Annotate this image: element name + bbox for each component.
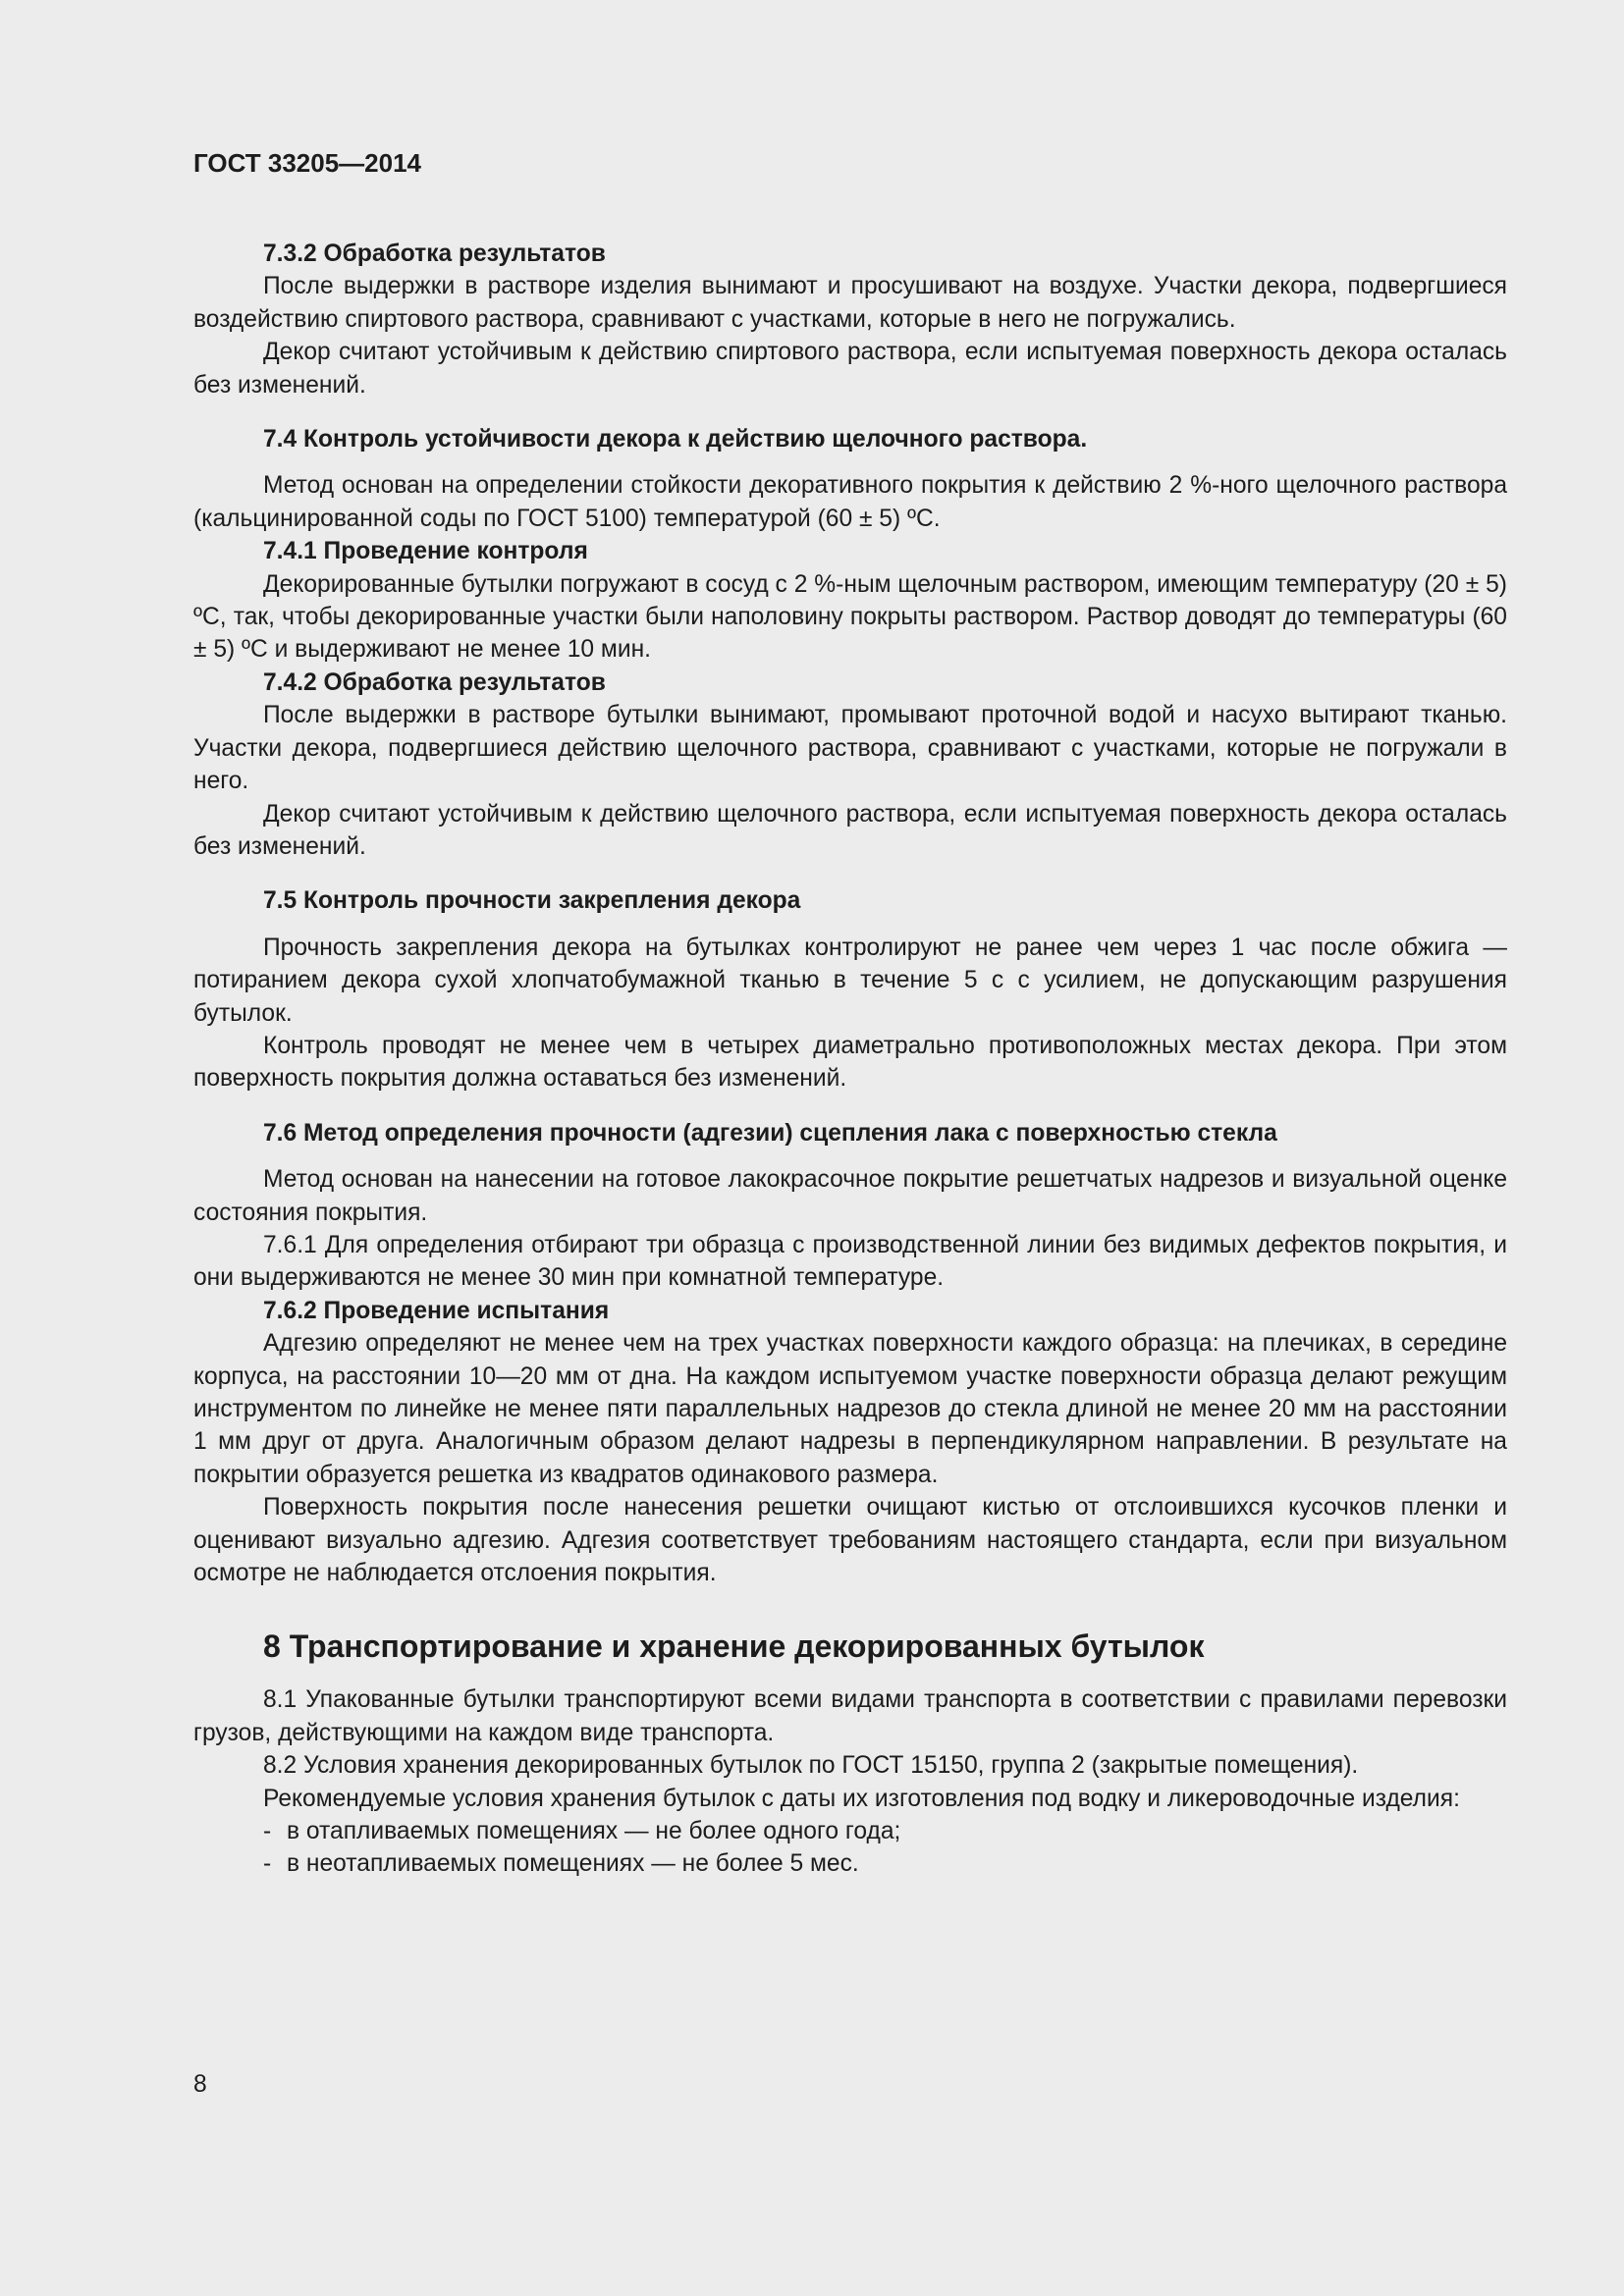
paragraph: Декорированные бутылки погружают в сосуд с 2 %-ным щелочным раствором, имеющим температуру (20 ± 5) ºС, так, чтобы декорированные участки были наполовину покрыты раствором. Раствор доводят до температуры (60 ± 5) ºС и выдерживают не менее 10 мин. xyxy=(193,570,1507,664)
list-item-text: в отапливаемых помещениях — не более одного года; xyxy=(287,1818,901,1845)
list-item xyxy=(193,1815,1507,1847)
storage-conditions-list xyxy=(193,1815,1507,1881)
paragraph: Декор считают устойчивым к действию щелочного раствора, если испытуемая поверхность декора осталась без изменений. xyxy=(193,800,1507,860)
paragraph: После выдержки в растворе изделия вынимают и просушивают на воздухе. Участки декора, подвергшиеся воздействию спиртового раствора, сравнивают с участками, которые в него не погружались. xyxy=(193,273,1507,333)
heading-7-4-1: 7.4.1 Проведение контроля xyxy=(263,538,588,565)
page-number: 8 xyxy=(193,2071,207,2098)
heading-7-3-2: 7.3.2 Обработка результатов xyxy=(263,240,606,267)
heading-7-4-2: 7.4.2 Обработка результатов xyxy=(263,668,606,696)
list-item-text: в неотапливаемых помещениях — не более 5 мес. xyxy=(287,1850,859,1878)
paragraph: После выдержки в растворе бутылки вынимают, промывают проточной водой и насухо вытирают тканью. Участки декора, подвергшиеся действию щелочного раствора, сравнивают с участками, которые не погружали в него. xyxy=(193,702,1507,795)
paragraph: Адгезию определяют не менее чем на трех участках поверхности каждого образца: на плечиках, в середине корпуса, на расстоянии 10—20 мм от дна. На каждом испытуемом участке поверхности образца делают режущим инструментом по линейке не менее пяти параллельных надрезов до стекла длиной не менее 20 мм на расстоянии 1 мм друг от друга. Аналогичным образом делают надрезы в перпендикулярном направлении. В результате на покрытии образуется решетка из квадратов одинакового размера. xyxy=(193,1330,1507,1488)
list-marker: - xyxy=(263,1850,272,1878)
paragraph: Поверхность покрытия после нанесения решетки очищают кистью от отслоившихся кусочков пленки и оценивают визуально адгезию. Адгезия соответствует требованиям настоящего стандарта, если при визуальном осмотре не наблюдается отслоения покрытия. xyxy=(193,1494,1507,1587)
page-content xyxy=(193,147,1507,1881)
heading-section-8: 8 Транспортирование и хранение декорированных бутылок xyxy=(263,1629,1205,1665)
list-item xyxy=(193,1847,1507,1880)
paragraph: Метод основан на определении стойкости декоративного покрытия к действию 2 %-ного щелочного раствора (кальцинированной соды по ГОСТ 5100) температурой (60 ± 5) ºС. xyxy=(193,472,1507,532)
paragraph: 7.6.1 Для определения отбирают три образца с производственной линии без видимых дефектов покрытия, и они выдерживаются не менее 30 мин при комнатной температуре. xyxy=(193,1231,1507,1292)
paragraph: Рекомендуемые условия хранения бутылок с даты их изготовления под водку и ликероводочные изделия: xyxy=(263,1785,1460,1812)
heading-7-5: 7.5 Контроль прочности закрепления декора xyxy=(263,887,801,915)
heading-7-6: 7.6 Метод определения прочности (адгезии) сцепления лака с поверхностью стекла xyxy=(263,1119,1277,1147)
paragraph: Декор считают устойчивым к действию спиртового раствора, если испытуемая поверхность декора осталась без изменений. xyxy=(193,339,1507,399)
paragraph: 8.1 Упакованные бутылки транспортируют всеми видами транспорта в соответствии с правилами перевозки грузов, действующими на каждом виде транспорта. xyxy=(193,1686,1507,1746)
paragraph: Контроль проводят не менее чем в четырех диаметрально противоположных местах декора. При этом поверхность покрытия должна оставаться без изменений. xyxy=(193,1032,1507,1093)
paragraph: 8.2 Условия хранения декорированных бутылок по ГОСТ 15150, группа 2 (закрытые помещения). xyxy=(263,1752,1359,1780)
heading-7-6-2: 7.6.2 Проведение испытания xyxy=(263,1297,610,1324)
paragraph: Метод основан на нанесении на готовое лакокрасочное покрытие решетчатых надрезов и визуальной оценке состояния покрытия. xyxy=(193,1166,1507,1226)
paragraph: Прочность закрепления декора на бутылках контролируют не ранее чем через 1 час после обжига — потиранием декора сухой хлопчатобумажной тканью в течение 5 с с усилием, не допускающим разрушения бутылок. xyxy=(193,934,1507,1027)
heading-7-4: 7.4 Контроль устойчивости декора к действию щелочного раствора. xyxy=(263,426,1088,454)
document-code: ГОСТ 33205—2014 xyxy=(193,148,421,178)
list-marker: - xyxy=(263,1818,272,1845)
